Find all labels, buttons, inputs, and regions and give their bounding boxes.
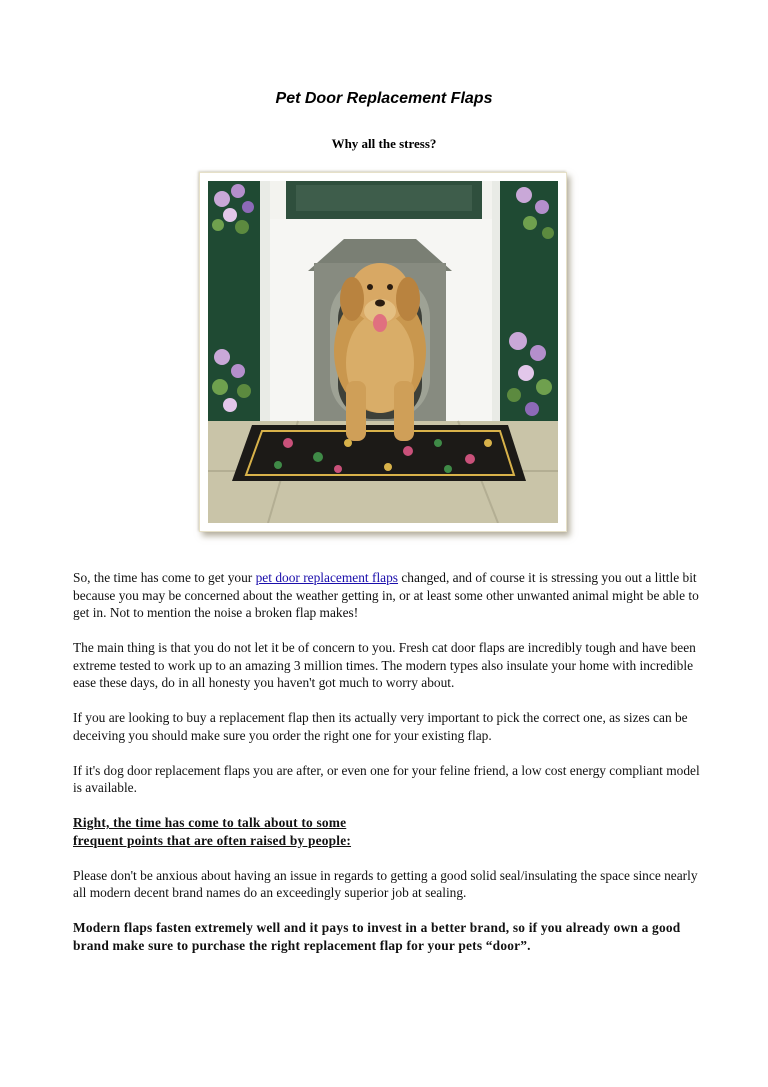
paragraph-1-text-b: changed, and of course it is stressing you out a little bit because you may be concerned about the weather getting in, or at least some other unwanted animal might be able to get in. Not to mention the noise a broken flap makes! — [73, 570, 699, 620]
paragraph-6: Modern flaps fasten extremely well and it pays to invest in a better brand, so if you already own a good brand make sure to purchase the right replacement flap for your pets “door”. — [73, 920, 681, 953]
paragraph-5: Please don't be anxious about having an issue in regards to getting a good solid seal/insulating the space since nearly all modern decent brand names do an exceedingly superior job at sealing. — [73, 867, 698, 900]
section-heading — [73, 814, 703, 849]
photo-illustration — [208, 181, 558, 523]
paragraph-2: The main thing is that you do not let it be of concern to you. Fresh cat door flaps are incredibly tough and have been extreme tested to work up to an amazing 3 million times. The modern types also insulate your home with incredible ease these days, do in all honesty you haven't got much to worry about. — [73, 640, 696, 690]
paragraph-4: If it's dog door replacement flaps you are after, or even one for your feline friend, a low cost energy compliant model is available. — [73, 762, 700, 795]
dog-at-pet-door-photo — [199, 172, 567, 532]
pet-door-replacement-flaps-link[interactable]: pet door replacement flaps — [255, 570, 399, 585]
page-title: Pet Door Replacement Flaps — [275, 90, 493, 107]
section-heading-line-2: frequent points that are often raised by people: — [73, 832, 352, 848]
paragraph-1-text-a: So, the time has come to get your — [73, 570, 256, 585]
section-heading-line-1: Right, the time has come to talk about to some — [73, 815, 347, 830]
page-subtitle: Why all the stress? — [331, 136, 437, 151]
paragraph-3: If you are looking to buy a replacement flap then its actually very important to pick the correct one, as sizes can be deceiving you should make sure you order the right one for your existing flap. — [73, 710, 688, 743]
paragraph-1 — [73, 569, 703, 622]
article-body — [73, 569, 703, 972]
